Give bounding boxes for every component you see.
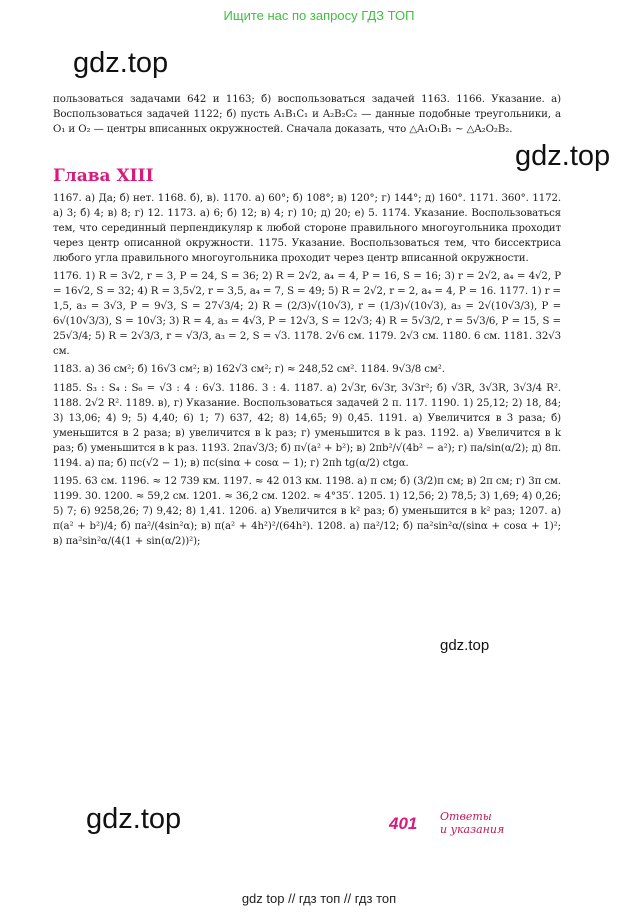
watermark-small-middle: gdz.top: [440, 637, 490, 654]
answer-paragraph: 1167. а) Да; б) нет. 1168. б), в). 1170. а) 60°; б) 108°; в) 120°; г) 144°; д) 160°. 1171. 360°. 1172. а) 3; б) 4; в) 8; г) 12. 1173. а) 6; б) 12; в) 4; г) 10; д) 20; е) 5. 1174. Указание. Воспользоваться тем, что серединный перпендикуляр к любой стороне правильного многоугольника проходит через центр описанной окружности. 1175. Указание. Воспользоваться тем, что биссектриса любого угла правильного многоугольника проходит через центр вписанной окружности.: [53, 193, 561, 264]
section-label: [440, 810, 504, 836]
watermark-large-right: gdz.top: [515, 140, 611, 172]
chapter-heading: Глава XIII: [53, 166, 154, 186]
section-label-line2: и указания: [440, 823, 505, 836]
answer-paragraph: 1183. а) 36 см²; б) 16√3 см²; в) 162√3 см²; г) ≈ 248,52 см². 1184. 9√3/8 см².: [53, 364, 445, 376]
answer-paragraph: 1176. 1) R = 3√2, r = 3, P = 24, S = 36; 2) R = 2√2, a₄ = 4, P = 16, S = 16; 3) r = 2√2, a₄ = 4√2, P = 16√2, S = 32; 4) R = 3,5√2, r = 3,5, a₄ = 7, S = 49; 5) R = 2√2, r = 2, a₄ = 4, P = 16. 1177. 1) r = 1,5, a₃ = 3√3, P = 9√3, S = 27√3/4; 2) R = (2/3)√(10√3), r = (1/3)√(10√3), a₃ = 2√(10√3/3), P = 6√(10√3/3), S = 10√3; 3) R = 4, a₃ = 4√3, P = 12√3, S = 12√3; 4) R = 5√3/2, r = 5√3/6, P = 15, S = 25√3/4; 5) R = 2√3/3, r = √3/3, a₃ = 2, S = √3. 1178. 2√6 см. 1179. 2√3 см. 1180. 6 см. 1181. 32√3 см.: [53, 271, 561, 358]
intro-text: пользоваться задачами 642 и 1163; б) воспользоваться задачей 1163. 1166. Указание. а) Воспользоваться задачей 1122; б) пусть A₁B₁C₁ и A₂B₂C₂ — данные подобные треугольники, а O₁ и O₂ — центры вписанных окружностей. Сначала доказать, что △A₁O₁B₁ ~ △A₂O₂B₂.: [53, 94, 561, 135]
bottom-bar: gdz top // гдз топ // гдз топ: [241, 891, 397, 906]
answer-paragraph: 1185. S₃ : S₄ : S₆ = √3 : 4 : 6√3. 1186. 3 : 4. 1187. а) 2√3r, 6√3r, 3√3r²; б) √3R, 3√3R, 3√3/4 R². 1188. 2√2 R². 1189. в), г) Указание. Воспользоваться задачей 2 п. 117. 1190. 1) 25,12; 2) 18, 84; 3) 13,06; 4) 9; 5) 4,40; 6) 1; 7) 637, 42; 8) 14,65; 9) 0,45. 1191. а) Увеличится в 3 раза; б) уменьшится в 2 раза; в) увеличится в k раз; г) уменьшится в k раз. 1192. а) Увеличится в k раз; б) уменьшится в k раз. 1193. 2πa√3/3; б) π√(a² + b²); в) 2πb²/√(4b² − a²); г) πa/sin(α/2); д) 8π. 1194. а) πa; б) πc(√2 − 1); в) πc(sinα + cosα − 1); г) 2πh tg(α/2) ctgα.: [53, 382, 561, 469]
answer-paragraph: 1195. 63 см. 1196. ≈ 12 739 км. 1197. ≈ 42 013 км. 1198. а) π см; б) (3/2)π см; в) 2π см; г) 3π см. 1199. 30. 1200. ≈ 59,2 см. 1201. ≈ 36,2 см. 1202. ≈ 4°35′. 1205. 1) 12,56; 2) 78,5; 3) 1,69; 4) 0,26; 5) 7; 6) 9258,26; 7) 9,42; 8) 1,41. 1206. а) Увеличится в k² раз; б) уменьшится в k² раз; 1207. а) π(a² + b²)/4; б) πa²/(4sin²α); в) π(a² + 4h²)²/(64h²). 1208. а) πa²/12; б) πa²sin²α/(sinα + cosα + 1)²; в) πa²sin²α/(4(1 + sin(α/2))²);: [53, 475, 561, 547]
watermark-large-left-top: gdz.top: [73, 47, 169, 79]
section-label-line1: Ответы: [440, 810, 492, 823]
page-number: 401: [389, 814, 418, 833]
answers-block: [53, 191, 561, 552]
top-banner: Ищите нас по запросу ГДЗ ТОП: [223, 8, 415, 23]
watermark-large-left-bottom: gdz.top: [86, 803, 182, 835]
intro-paragraph: [53, 92, 561, 137]
